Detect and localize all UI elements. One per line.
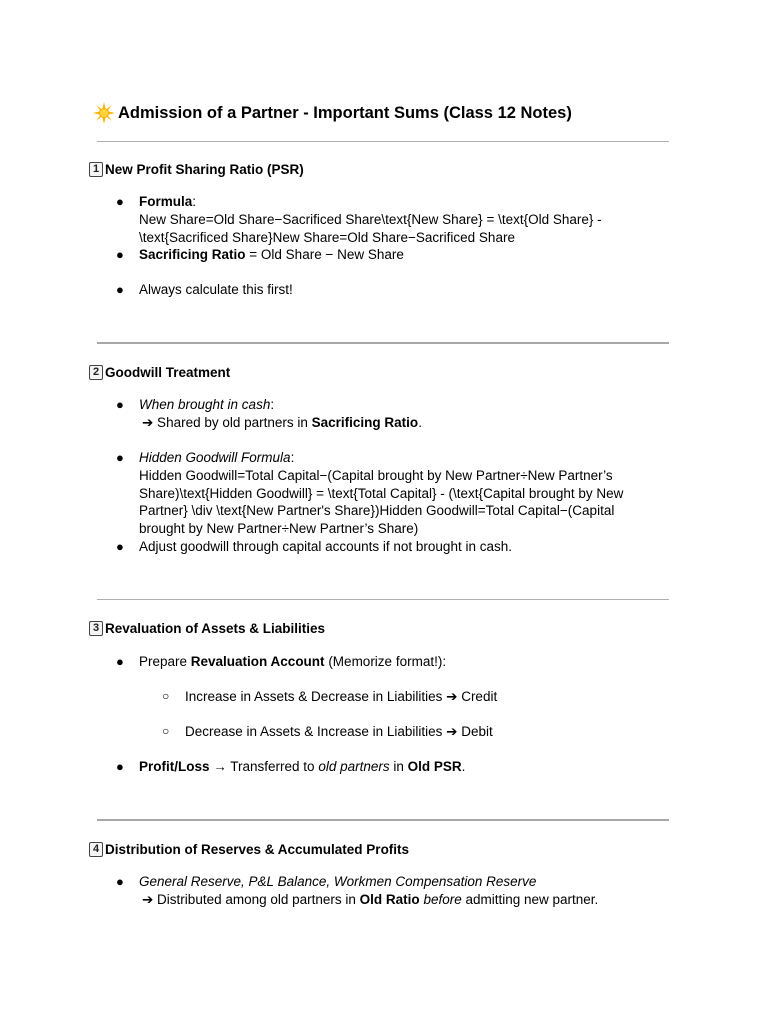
formula-line-2: \text{Sacrificed Share}New Share=Old Share−Sacrificed Share — [139, 230, 515, 245]
bullet-icon: ● — [116, 539, 124, 554]
distribution-line: ➔ Distributed among old partners in Old Ratio before admitting new partner. — [142, 892, 599, 907]
circle-bullet-icon: ○ — [162, 689, 170, 703]
bullet-icon: ● — [116, 194, 124, 209]
bullet-icon: ● — [116, 874, 124, 889]
bullet-icon: ● — [116, 759, 124, 774]
section-1-title: New Profit Sharing Ratio (PSR) — [105, 162, 304, 177]
formula-label: Formula — [139, 194, 193, 209]
divider — [97, 819, 669, 821]
section-4-title: Distribution of Reserves & Accumulated Profits — [105, 842, 410, 857]
number-2-icon: 2 — [89, 365, 103, 380]
number-3-icon: 3 — [89, 621, 103, 636]
bullet-icon: ● — [116, 282, 124, 297]
page-title — [93, 102, 572, 124]
divider — [97, 599, 669, 600]
reserves-line: General Reserve, P&L Balance, Workmen Compensation Reserve — [139, 874, 537, 889]
section-2-title: Goodwill Treatment — [105, 365, 231, 380]
profit-loss-line: Profit/Loss → Transferred to old partners in Old PSR. — [139, 759, 466, 774]
hidden-goodwill-line-3: Partner} \div \text{New Partner's Share})Hidden Goodwill=Total Capital−(Capital — [139, 503, 615, 518]
divider — [97, 342, 669, 344]
adjust-goodwill-line: Adjust goodwill through capital accounts if not brought in cash. — [139, 539, 512, 554]
hidden-goodwill-label-line: Hidden Goodwill Formula: — [139, 450, 295, 465]
prepare-revaluation-line: Prepare Revaluation Account (Memorize format!): — [139, 654, 447, 669]
credit-rule-line: Increase in Assets & Decrease in Liabilities ➔ Credit — [185, 689, 498, 704]
section-3-heading — [89, 621, 325, 636]
page-title-text: Admission of a Partner - Important Sums (Class 12 Notes) — [118, 103, 572, 122]
section-1-heading — [89, 162, 304, 177]
formula-label-line: Formula: — [139, 194, 197, 209]
sacrificing-ratio-line: Sacrificing Ratio = Old Share − New Share — [139, 247, 404, 262]
bullet-icon: ● — [116, 397, 124, 412]
section-3-title: Revaluation of Assets & Liabilities — [105, 621, 326, 636]
bullet-icon: ● — [116, 247, 124, 262]
hidden-goodwill-line-1: Hidden Goodwill=Total Capital−(Capital brought by New Partner÷New Partner’s — [139, 468, 613, 483]
hidden-goodwill-line-2: Share)\text{Hidden Goodwill} = \text{Total Capital} - (\text{Capital brought by New — [139, 486, 624, 501]
cash-arrow-line: ➔ Shared by old partners in Sacrificing Ratio. — [142, 415, 422, 430]
number-4-icon: 4 — [89, 842, 103, 857]
circle-bullet-icon: ○ — [162, 724, 170, 738]
divider — [97, 141, 669, 142]
number-1-icon: 1 — [89, 162, 103, 177]
sun-icon — [93, 102, 115, 124]
section-4-heading — [89, 842, 409, 857]
hidden-goodwill-line-4: brought by New Partner÷New Partner’s Share) — [139, 521, 419, 536]
formula-line-1: New Share=Old Share−Sacrificed Share\text{New Share} = \text{Old Share} - — [139, 212, 602, 227]
debit-rule-line: Decrease in Assets & Increase in Liabilities ➔ Debit — [185, 724, 493, 739]
section-2-heading — [89, 365, 230, 380]
cash-label-line: When brought in cash: — [139, 397, 275, 412]
reminder-line: Always calculate this first! — [139, 282, 293, 297]
bullet-icon: ● — [116, 654, 124, 669]
bullet-icon: ● — [116, 450, 124, 465]
